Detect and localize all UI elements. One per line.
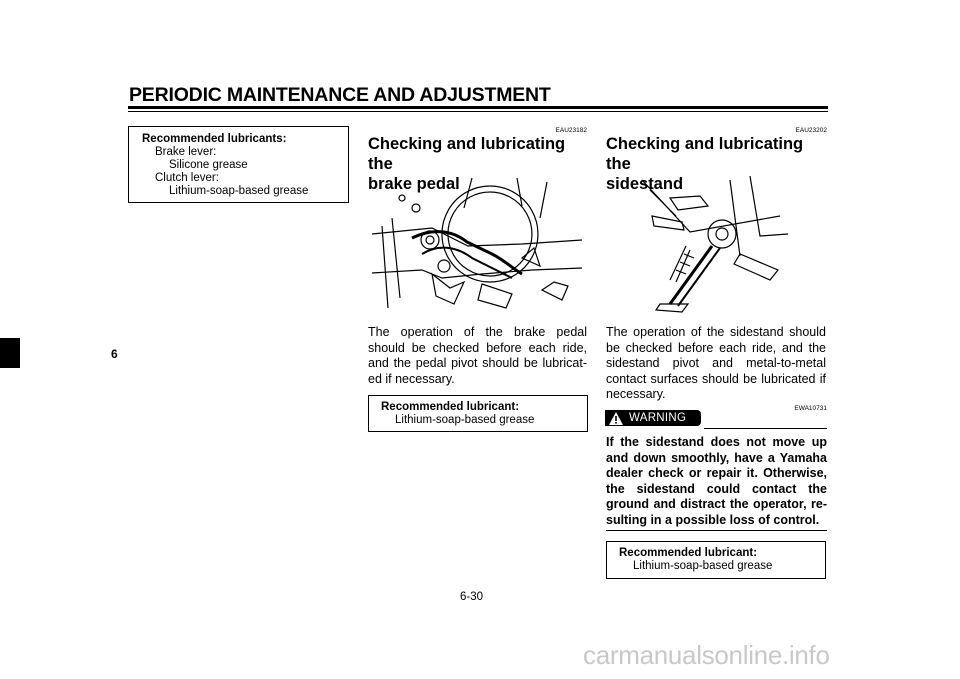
warning-rule-bottom [606,530,827,531]
sidestand-lubricant-value: Lithium-soap-based grease [633,560,773,572]
brake-section-code: EAU23182 [555,127,587,134]
brake-heading-line2: brake pedal [368,175,460,193]
title-rule-thin [128,111,828,112]
sidestand-body-text: The operation of the sidestand should be checked before each ride, and the sidestand pivot and metal-to-metal contact surfaces should be lubricated if necessary. [606,325,826,401]
sidestand-illustration [630,176,790,316]
warning-badge [605,410,701,426]
warning-code: EWA10731 [794,405,827,412]
chapter-number: 6 [111,347,118,361]
sidestand-lubricant-box [606,541,826,579]
brake-lubricant-value: Lithium-soap-based grease [395,414,535,426]
footer-watermark: carmanualsonline.info [583,640,830,670]
warning-triangle-icon [609,412,623,425]
sidestand-lubricant-heading: Recommended lubricant: [619,547,758,559]
brake-lubricant-box [368,395,588,432]
lubricants-heading: Recommended lubricants: [142,133,287,145]
title-rule [128,106,828,109]
brake-body-text: The operation of the brake pedal should be checked before each ride, and the pedal pivot should be lubricat-ed if necessary. [368,325,587,386]
brake-lubricant-heading: Recommended lubricant: [381,401,520,413]
chapter-tab-marker [0,338,20,368]
sidestand-heading-line2: sidestand [606,175,684,193]
recommended-lubricants-box [128,126,349,203]
warning-text: If the sidestand does not move up and down smoothly, have a Yamaha dealer check or repair it. Otherwise, the sidestand could contact the ground and distract the operator, re-sulting in a possible loss of control. [606,435,827,527]
clutch-lever-value: Lithium-soap-based grease [169,185,309,197]
brake-lever-label: Brake lever: [155,146,217,158]
page-number: 6-30 [460,591,484,603]
brake-heading-line1: Checking and lubricating the [368,135,566,173]
sidestand-section-code: EAU23202 [795,127,827,134]
clutch-lever-label: Clutch lever: [155,172,219,184]
page-title: PERIODIC MAINTENANCE AND ADJUSTMENT [129,84,551,106]
warning-rule-top [704,428,827,429]
warning-label: WARNING [629,412,687,424]
brake-lever-value: Silicone grease [169,159,248,171]
sidestand-heading-line1: Checking and lubricating the [606,135,804,173]
brake-pedal-illustration [372,178,582,318]
